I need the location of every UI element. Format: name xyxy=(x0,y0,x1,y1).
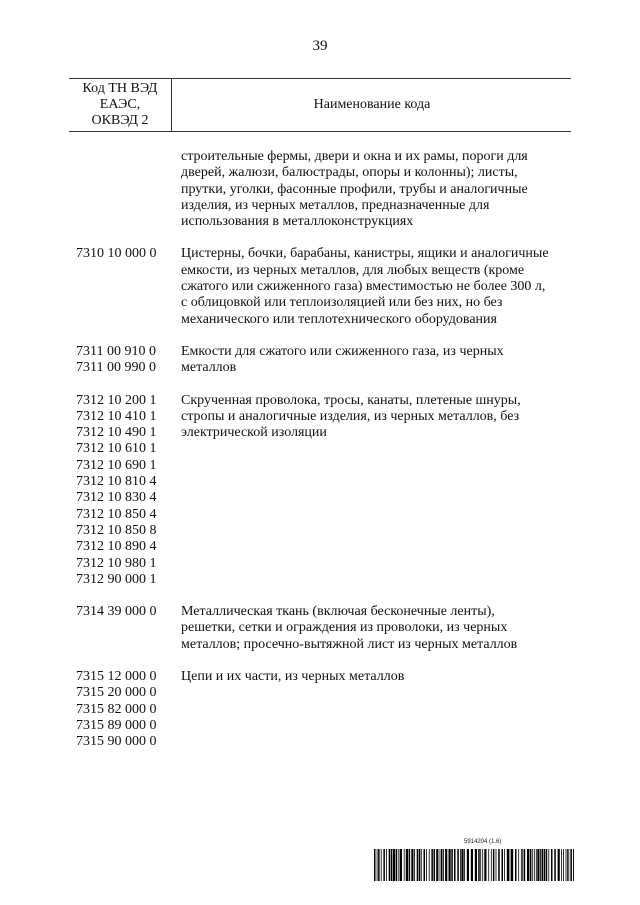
row-description: Металлическая ткань (включая бесконечные ленты), решетки, сетки и ограждения из проволоки, из черных металлов; просечно-вытяжной лист из черных металлов xyxy=(181,604,518,652)
header-code-line1: Код ТН ВЭД xyxy=(82,81,158,96)
row-codes xyxy=(76,604,181,653)
row-description: Емкости для сжатого или сжиженного газа, из черных металлов xyxy=(181,343,504,376)
page-number: 39 xyxy=(312,38,328,54)
code-entry: 7315 82 000 0 xyxy=(76,701,157,717)
code-entry: 7315 90 000 0 xyxy=(76,734,157,750)
code-entry: 7310 10 000 0 xyxy=(76,246,157,262)
row-description: Цепи и их части, из черных металлов xyxy=(181,669,405,685)
code-entry: 7312 10 850 4 xyxy=(76,506,157,522)
code-entry: 7312 10 810 4 xyxy=(76,474,157,490)
table-row xyxy=(76,604,576,653)
code-entry: 7312 90 000 1 xyxy=(76,571,157,587)
table-row xyxy=(76,393,576,589)
row-description: строительные фермы, двери и окна и их рамы, пороги для дверей, жалюзи, балюстрады, опоры и колонны); листы, прутки, уголки, фасонные профили, трубы и аналогичные изделия, из черных металлов, предназначенные для использования в металлоконструкциях xyxy=(181,149,528,230)
code-entry: 7312 10 690 1 xyxy=(76,457,157,473)
barcode-label: 5914204 (1.6) xyxy=(464,839,502,845)
row-codes xyxy=(76,149,181,230)
code-entry: 7315 89 000 0 xyxy=(76,717,157,733)
table-row xyxy=(76,669,576,750)
header-code-column xyxy=(69,79,172,131)
header-code-line3: ОКВЭД 2 xyxy=(91,113,149,128)
code-entry: 7315 20 000 0 xyxy=(76,685,157,701)
code-entry: 7312 10 890 4 xyxy=(76,539,157,555)
code-entry: 7312 10 980 1 xyxy=(76,555,157,571)
table-row xyxy=(76,344,576,377)
code-entry: 7312 10 410 1 xyxy=(76,408,157,424)
row-description: Скрученная проволока, тросы, канаты, плетеные шнуры, стропы и аналогичные изделия, из черных металлов, без электрической изоляции xyxy=(181,392,521,441)
row-codes xyxy=(76,393,181,589)
code-entry: 7311 00 910 0 xyxy=(76,343,156,359)
row-codes xyxy=(76,344,181,377)
code-entry: 7311 00 990 0 xyxy=(76,360,156,376)
row-codes xyxy=(76,669,181,750)
code-entry: 7312 10 490 1 xyxy=(76,425,157,441)
table-body xyxy=(76,149,576,767)
table-row xyxy=(76,149,576,230)
table-row xyxy=(76,246,576,327)
table-header xyxy=(69,78,571,132)
code-entry: 7312 10 200 1 xyxy=(76,392,157,408)
code-entry: 7315 12 000 0 xyxy=(76,669,157,685)
header-code-line2: ЕАЭС, xyxy=(99,97,141,112)
row-description: Цистерны, бочки, барабаны, канистры, ящики и аналогичные емкости, из черных металлов, для любых веществ (кроме сжатого или сжиженного газа) вместимостью не более 300 л, с облицовкой или теплоизоляцией или без них, но без механического или теплотехнического оборудования xyxy=(181,246,549,327)
row-codes xyxy=(76,246,181,327)
header-name-column: Наименование кода xyxy=(313,97,431,112)
code-entry: 7312 10 850 8 xyxy=(76,522,157,538)
code-entry: 7314 39 000 0 xyxy=(76,604,157,620)
barcode-icon xyxy=(374,843,574,881)
code-entry: 7312 10 830 4 xyxy=(76,490,157,506)
code-entry: 7312 10 610 1 xyxy=(76,441,157,457)
